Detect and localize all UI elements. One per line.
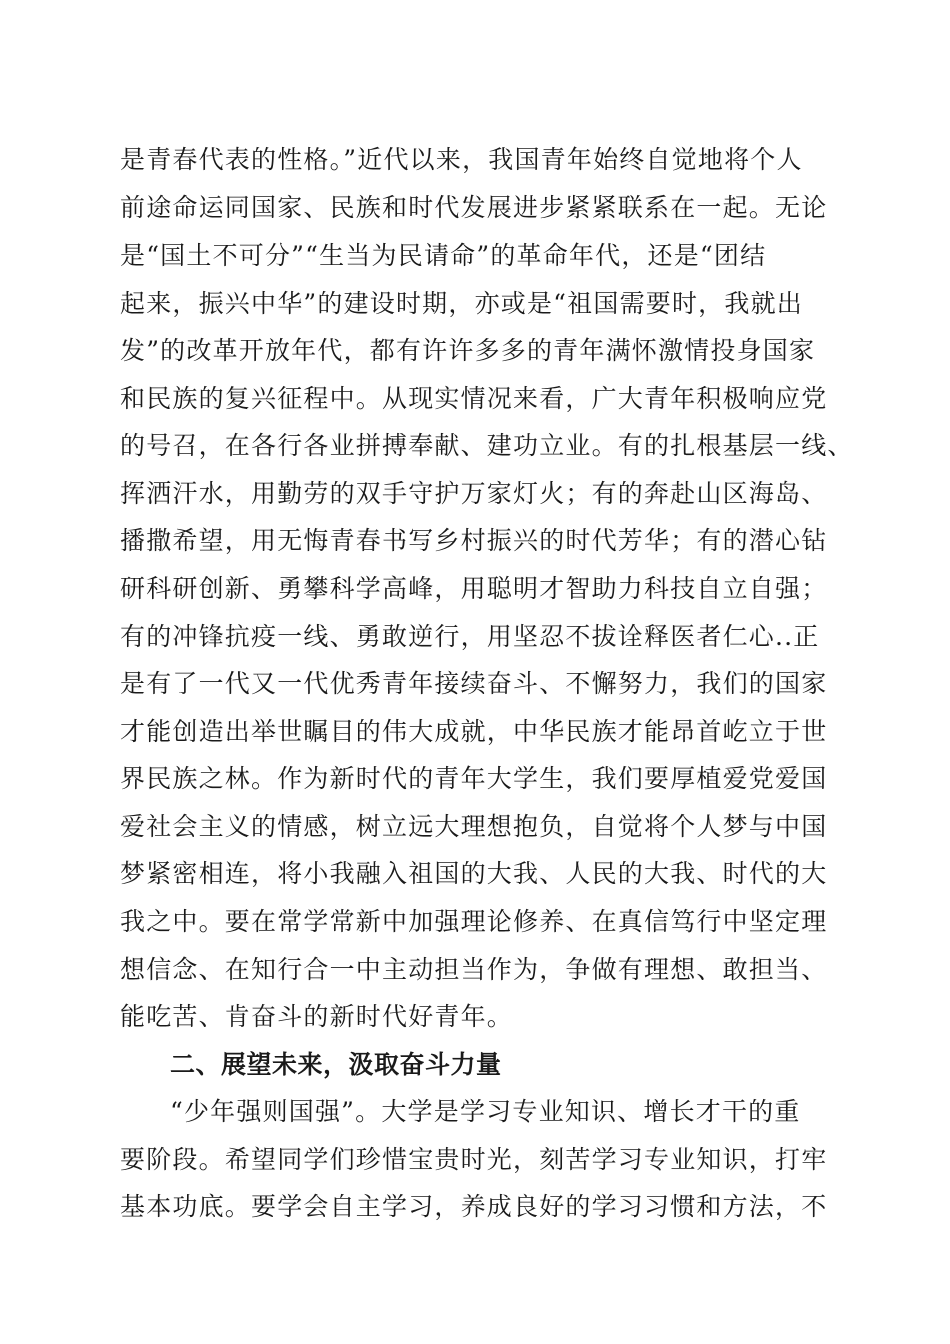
paragraph-2-line-2: 要阶段。希望同学们珍惜宝贵时光，刻苦学习专业知识，打牢 [120, 1145, 828, 1174]
paragraph-2-line-1: “少年强则国强”。大学是学习专业知识、增长才干的重 [170, 1097, 801, 1126]
paragraph-1-line-15: 爱社会主义的情感，树立远大理想抱负，自觉将个人梦与中国 [120, 812, 828, 841]
paragraph-1-line-7: 的号召，在各行各业拼搏奉献、建功立业。有的扎根基层一线、 [120, 431, 854, 460]
paragraph-1-line-11: 有的冲锋抗疫一线、勇敢逆行，用坚忍不拔诠释医者仁心..正 [120, 622, 820, 651]
paragraph-1-line-19: 能吃苦、肯奋斗的新时代好青年。 [120, 1002, 514, 1031]
paragraph-1-line-10: 研科研创新、勇攀科学高峰，用聪明才智助力科技自立自强； [120, 574, 828, 603]
paragraph-1-line-5: 发”的改革开放年代，都有许许多多的青年满怀激情投身国家 [120, 336, 816, 365]
paragraph-1-line-16: 梦紧密相连，将小我融入祖国的大我、人民的大我、时代的大 [120, 859, 828, 888]
paragraph-1-line-3: 是“国土不可分”“生当为民请命”的革命年代，还是“团结 [120, 241, 767, 270]
paragraph-1-line-18: 想信念、在知行合一中主动担当作为，争做有理想、敢担当、 [120, 955, 828, 984]
paragraph-1-line-8: 挥洒汗水，用勤劳的双手守护万家灯火；有的奔赴山区海岛、 [120, 479, 828, 508]
paragraph-1-line-13: 才能创造出举世瞩目的伟大成就，中华民族才能昂首屹立于世 [120, 717, 828, 746]
paragraph-1-line-12: 是有了一代又一代优秀青年接续奋斗、不懈努力，我们的国家 [120, 669, 828, 698]
paragraph-1-line-14: 界民族之林。作为新时代的青年大学生，我们要厚植爱党爱国 [120, 764, 828, 793]
paragraph-2-line-3: 基本功底。要学会自主学习，养成良好的学习习惯和方法，不 [120, 1192, 828, 1221]
paragraph-1-line-9: 播撒希望，用无悔青春书写乡村振兴的时代芳华；有的潜心钻 [120, 526, 828, 555]
paragraph-1-line-4: 起来，振兴中华”的建设时期，亦或是“祖国需要时，我就出 [120, 289, 803, 318]
paragraph-1-line-1: 是青春代表的性格。”近代以来，我国青年始终自觉地将个人 [120, 145, 803, 174]
paragraph-1-line-6: 和民族的复兴征程中。从现实情况来看，广大青年积极响应党 [120, 384, 828, 413]
section-heading: 二、展望未来，汲取奋斗力量 [170, 1050, 502, 1079]
paragraph-1-line-17: 我之中。要在常学常新中加强理论修养、在真信笃行中坚定理 [120, 907, 828, 936]
paragraph-1-line-2: 前途命运同国家、民族和时代发展进步紧紧联系在一起。无论 [120, 193, 828, 222]
